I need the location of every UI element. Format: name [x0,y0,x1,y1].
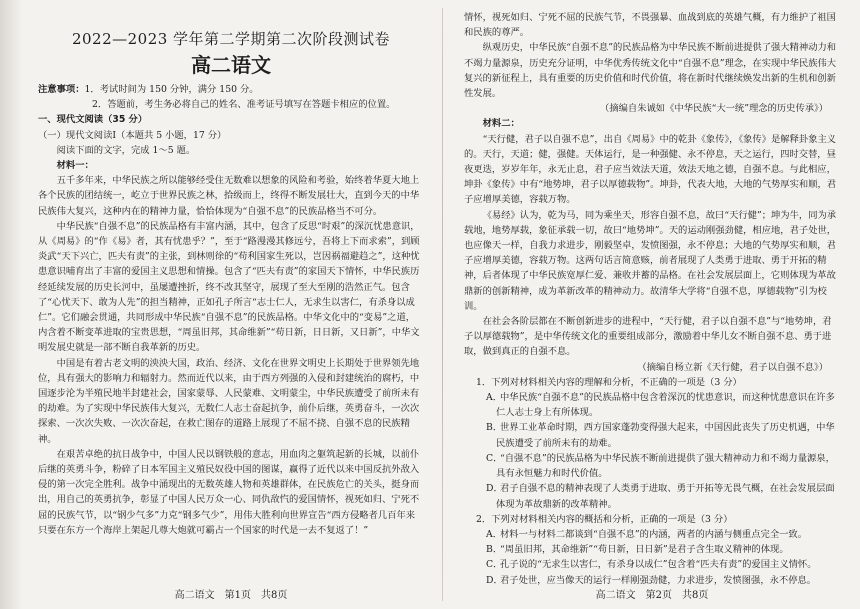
material-2-paragraph: “天行健，君子以自强不息”，出自《周易》中的乾卦《象传》，《象传》是解释卦象主义的。天行，天道；健，强健。天体运行，是一种强健、永不停息，天之运行，四时交替，昼夜更迭，岁岁年年，永无止息，君子应当效法天道，效法天地之德，自强不息。与此相应，坤卦《象传》中有“地势坤，君子以厚德载物”。坤卦，代表大地，大地的气势厚实和顺，君子应增厚美德，容载万物。 [464,133,837,206]
exam-page-1 [22,0,440,609]
option-text: “周虽旧邦，其命维新”“苟日新，日日新”是君子含生取义精神的体现。 [500,544,789,556]
answer-option [474,481,840,511]
exam-title: 2022—2023 学年第二学期第二次阶段测试卷 [71,30,391,48]
material-2-label: 材料二： [482,118,520,130]
answer-option [474,420,840,450]
option-text: 孔子说的“无求生以害仁，有杀身以成仁”包含着“匹夫有责”的爱国主义情怀。 [500,559,817,571]
material-1-paragraph: 中国是有着古老文明的泱泱大国，政治、经济、文化在世界文明史上长期处于世界领先地位，具有强大的影响力和辐射力。然而近代以来，由于西方列强的入侵和封建统治的腐朽，中国逐步沦为半殖民地半封建社会，国家蒙辱、人民蒙难、文明蒙尘，中华民族遭受了前所未有的劫难。为了实现中华民族伟大复兴，无数仁人志士奋起抗争，前仆后继，英勇奋斗，一次次探索、一次次失败、一次次奋起，在救亡图存的道路上展现了不屈不挠、自强不息的民族精神。 [38,357,420,445]
option-key: D． [486,574,503,586]
material-1-paragraph: 在艰苦卓绝的抗日战争中，中国人民以钢铁般的意志，用血肉之躯筑起新的长城，以前仆后继的英勇斗争，粉碎了日本军国主义殖民奴役中国的图谋，赢得了近代以来中国反抗外敌入侵的第一次完全胜利。战争中涌现出的无数英雄人物和英雄群体，在民族危亡的关头，挺身而出，用自己的英勇抗争，彰显了中国人民万众一心、同仇敌忾的爱国情怀，视死如归、宁死不屈的民族气节，以“钢少气多”力克“钢多气少”，用伟大胜利向世界宣告“西方侵略者几百年来只要在东方一个海岸上架起几尊大炮就可霸占一个国家的时代是一去不复返了！” [38,448,420,536]
page-gutter [442,8,443,601]
question-stem: 1．下列对材料相关内容的理解和分析，不正确的一项是（3 分） [476,376,742,388]
option-key: B． [486,422,503,434]
option-text: 君子自强不息的精神表现了人类勇于进取、勇于开拓等无畏气概，在社会发展层面体现为革故鼎新的改革精神。 [496,483,835,510]
page-footer: 高二语文 第1页 共8页 [174,589,288,601]
section-heading: 一、现代文阅读（35 分） [38,114,148,126]
answer-option [474,451,840,481]
option-key: C． [486,452,503,464]
notice-line-1 [38,82,424,97]
notice-label: 注意事项： [38,84,85,95]
question-stem: 2．下列对材料相关内容的概括和分析，正确的一项是（3 分） [476,513,733,525]
option-key: A． [486,392,503,404]
option-text: 中华民族“自强不息”的民族品格中包含着深沉的忧患意识，而这种忧患意识在许多仁人志士身上有所体现。 [496,392,835,419]
material-1-continuation: 情怀，视死如归、宁死不屈的民族气节，不畏强暴、血战到底的英雄气概，有力维护了祖国和民族的尊严。 [464,12,836,39]
option-key: C． [486,559,503,571]
answer-option [474,542,840,557]
answer-option [474,527,840,542]
source-citation: （摘编自杨立新《天行健，君子以自强不息》） [637,361,828,373]
material-2-paragraph: 在社会各阶层都在不断创新进步的进程中，“天行健，君子以自强不息”与“地势坤，君子以厚德载物”，是中华传统文化的重要组成部分，激励着中华儿女不断自强不息、勇于进取，做到真正的自强不息。 [464,316,832,358]
subject-title: 高二语文 [191,53,271,77]
answer-option [474,390,840,420]
option-text: 世界工业革命时期，西方国家蓬勃变得强大起来，中国因此丧失了历史机遇，中华民族遭受了前所未有的劫难。 [496,422,835,449]
answer-option [474,557,840,572]
reading-instruction: 阅读下面的文字，完成 1～5 题。 [56,144,196,156]
option-text: 君子处世，应当像天的运行一样刚强劲健，力求进步，发愤图强，永不停息。 [500,574,817,586]
exam-page-2 [448,0,856,609]
material-2-paragraph: 《易经》认为，乾为马，同为乘坐天，形容自强不息，故曰“天行健”；坤为牛，同为承载地，地势厚载，象征承载一切，故曰“地势坤”。天的运动刚强劲健，相应地，君子处世，也应像天一样，自我力求进步，刚毅坚卓，发愤图强，永不停息；大地的气势厚实和顺，君子应增厚美德，容载万物。这两句话言简意赅，前者展现了人类勇于进取、勇于开拓的精神，后者体现了中华民族宽厚仁爱、兼收并蓄的品格。在社会发展层面上，它则体现为革故鼎新的创新精神，成为革新改革的精神动力。故清华大学将“自强不息，厚德载物”引为校训。 [464,209,837,312]
source-citation: （摘编自朱诚如《中华民族“大一统”理念的历史传承》） [600,103,828,115]
option-key: B． [486,544,503,556]
material-1-paragraph: 五千多年来，中华民族之所以能够经受住无数难以想象的风险和考验，始终着华夏大地上各个民族的团结统一，屹立于世界民族之林，拾级而上，终得不断发展壮大，直到今天的中华民族伟大复兴，这种内在的精神力量，恰恰体现为“自强不息”的民族品格当不可分。 [38,175,420,217]
material-1-paragraph: 中华民族“自强不息”的民族品格有丰富内涵，其中，包含了反思“时艰”的深沉忧患意识，从《周易》的“作《易》者，其有忧患乎？”，至于“路漫漫其修远兮，吾将上下而求索”，到顾炎武“天下兴亡，匹夫有责”的主张，到林则徐的“苟利国家生死以，岂因祸福避趋之”，这种忧患意识哺育出了丰富的爱国主义思想和情操。包含了“匹夫有责”的家国天下情怀，中华民族历经延续发展的历史长河中，虽屡遭挫折，终不改其坚守，展现了至大至刚的浩然正气。包含了“心忧天下、敢为人先”的担当精神，正如孔子所言“志士仁人，无求生以害仁，有杀身以成仁”。它们融会贯通，共同形成中华民族“自强不息”的民族品格。中华文化中的“变易”之道，内含着不断变革进取的宝贵思想，“周虽旧邦，其命维新”“苟日新，日日新，又日新”，中华文明发展史就是一部不断自我革新的历史。 [38,220,420,354]
option-key: A． [486,528,503,540]
option-text: “自强不息”的民族品格为中华民族不断前进提供了强大精神动力和不竭力量源泉，具有永恒魅力和时代价值。 [496,452,835,480]
page-edge-shadow [0,0,22,609]
notice-item-1: 1．考试时间为 150 分钟，满分 150 分。 [84,84,259,95]
answer-option [474,573,840,588]
material-1-paragraph: 纵观历史，中华民族“自强不息”的民族品格为中华民族不断前进提供了强大精神动力和不竭力量源泉，历史充分证明，中华优秀传统文化中“自强不息”理念，在实现中华民族伟大复兴的新征程上，具有重要的历史价值和时代价值，将在新时代继续焕发出新的生机和创新性发展。 [464,42,837,100]
page-footer: 高二语文 第2页 共8页 [595,589,709,601]
option-key: D． [486,483,503,495]
subsection-heading: （一）现代文阅读Ⅰ（本题共 5 小题，17 分） [38,129,227,141]
material-1-label: 材料一： [56,160,94,172]
option-text: 材料一与材料二都谈到“自强不息”的内涵，两者的内涵与侧重点完全一致。 [500,528,808,540]
notice-item-2: 2．答题前，考生务必将自己的姓名、准考证号填写在答题卡相应的位置。 [92,99,396,111]
